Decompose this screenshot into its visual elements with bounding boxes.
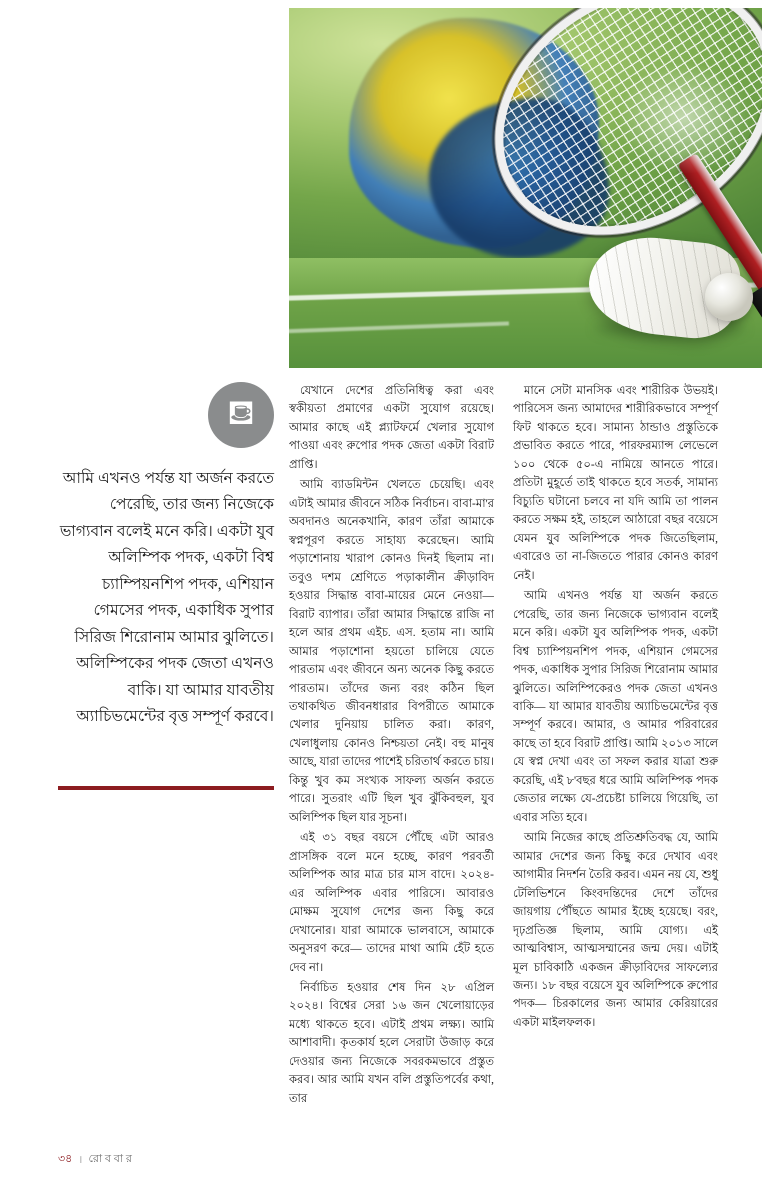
page-footer (58, 1150, 132, 1169)
publication-name: রো ব বা র (88, 1153, 132, 1165)
paragraph: আমি নিজের কাছে প্রতিশ্রুতিবদ্ধ যে, আমি আমার দেশের জন্য কিছু করে দেখাব এবং আগামীর নিদর্শন তৈরি করব। এমন নয় যে, শুধু টেলিভিশনে কিংবদন্তিদের দেশে তাঁদের জায়গায় পৌঁছতে আমার ইচ্ছে হয়েছে। বরং, দৃঢ়প্রতিজ্ঞ ছিলাম, আমি যোগ্য। এই আত্মবিশ্বাস, আত্মসম্মানের জন্ম দেয়। এটাই মূল চাবিকাঠি একজন ক্রীড়াবিদের সাফল্যের জন্য। ১৮ বছর বয়েসে যুব অলিম্পিকে রুপোর পদক— চিরকালের জন্য আমার কেরিয়ারের একটা মাইলফলক। (513, 832, 718, 1029)
body-column-right (513, 382, 718, 1034)
paragraph: এই ৩১ বছর বয়সে পৌঁছে এটা আরও প্রাসঙ্গিক বলে মনে হচ্ছে, কারণ পরবর্তী অলিম্পিক আর মাত্র চার মাস বাদে। ২০২৪-এর অলিম্পিক এবার পারিসে। আবারও মোক্ষম সুযোগ দেশের জন্য কিছু করে দেখানোর। যারা আমাকে ভালবাসে, আমাকে অনুসরণ করে— তাদের মাথা আমি হেঁট হতে দেব না। (289, 832, 494, 974)
paragraph: মানে সেটা মানসিক এবং শারীরিক উভয়ই। পারিসেস জন্য আমাদের শারীরিকভাবে সম্পূর্ণ ফিট থাকতে হবে। সামান্য ঠান্ডাও প্রস্তুতিকে প্রভাবিত করতে পারে, পারফরম্যান্স লেভেলে ১০০ থেকে ৫০-এ নামিয়ে আনতে পারে। প্রতিটা মুহূর্তে তাই থাকতে হবে সতর্ক, সামান্য বিচ্যুতি ঘটানো চলবে না যদি আমি তা পালন করতে সক্ষম হই, তাহলে আঠারো বছর বয়েসে যেমন যুব অলিম্পিকে পদক জিতেছিলাম, এবারেও তা না-জিততে পারার কোনও কারণ নেই। (513, 385, 718, 582)
shuttlecock-cork (705, 273, 753, 321)
logo-glyph: ⛾ (227, 394, 255, 432)
accent-rule-divider (58, 786, 274, 790)
paragraph: আমি এখনও পর্যন্ত যা অর্জন করতে পেরেছি, তার জন্য নিজেকে ভাগ্যবান বলেই মনে করি। একটা যুব অলিম্পিক পদক, একটা বিশ্ব চ্যাম্পিয়নশিপ পদক, এশিয়ান গেমসের পদক, একাধিক সুপার সিরিজ শিরোনাম আমার ঝুলিতে। অলিম্পিকেরও পদক জেতা এখনও বাকি— যা আমার যাবতীয় অ্যাচিভমেন্টের বৃত্ত সম্পূর্ণ করবে। আমার, ও আমার পরিবারের কাছে তা হবে বিরাট প্রাপ্তি। আমি ২০১৩ সালে যে স্বপ্ন দেখা এবং তা সফল করার যাত্রা শুরু করেছি, এই ৮'বছর ধরে আমি অলিম্পিক পদক জেতার লক্ষ্যে যে-প্রচেষ্টা চালিয়ে গিয়েছি, তা এবার সত্যি হবে। (513, 590, 718, 824)
article-hero-photo (289, 8, 762, 368)
pull-quote: আমি এখনও পর্যন্ত যা অর্জন করতে পেরেছি, তার জন্য নিজেকে ভাগ্যবান বলেই মনে করি। একটা যুব অলিম্পিক পদক, একটা বিশ্ব চ্যাম্পিয়নশিপ পদক, এশিয়ান গেমসের পদক, একাধিক সুপার সিরিজ শিরোনাম আমার ঝুলিতে। অলিম্পিকের পদক জেতা এখনও বাকি। যা আমার যাবতীয় অ্যাচিভমেন্টের বৃত্ত সম্পূর্ণ করবে। (59, 470, 274, 726)
magazine-logo-icon (208, 382, 274, 448)
shuttlecock (589, 233, 759, 353)
page-number: ৩৪ (58, 1153, 73, 1165)
paragraph: আমি ব্যাডমিন্টন খেলতে চেয়েছি। এবং এটাই আমার জীবনে সঠিক নির্বাচন। বাবা-মা'র অবদানও অনেকখানি, কারণ তাঁরা আমাকে স্বপ্নপূরণ করতে সাহায্য করেছেন। আমি পড়াশোনায় খারাপ কোনও দিনই ছিলাম না। তবুও দশম শ্রেণিতে পড়াকালীন ক্রীড়াবিদ হওয়ার সিদ্ধান্ত বাবা-মায়ের মেনে নেওয়া— বিরাট ব্যাপার। তাঁরা আমার সিদ্ধান্তে রাজি না হলে আর প্রথম এইচ. এস. হতাম না। আমি আমার পড়াশোনা হয়তো চালিয়ে যেতে পারতাম এবং জীবনে অন্য অনেক কিছু করতে পারতাম। তাঁদের জন্য বরং কঠিন ছিল তথাকথিত জীবনধারার বিপরীতে আমাকে খেলার দুনিয়ায় চালিত করা। কারণ, খেলাধুলায় কোনও নিশ্চয়তা নেই। বহু মানুষ আছে, যারা তাদের পাশেই চরিতার্থ করতে চায়। কিন্তু খুব কম সংখ্যক সাফল্য অর্জন করতে পারে। সুতরাং এটি ছিল খুব ঝুঁকিবহুল, যুব অলিম্পিক ছিল যার সূচনা। (289, 479, 494, 824)
paragraph: নির্বাচিত হওয়ার শেষ দিন ২৮ এপ্রিল ২০২৪। বিশ্বের সেরা ১৬ জন খেলোয়াড়ের মধ্যে থাকতে হবে। এটাই প্রথম লক্ষ্য। আমি আশাবাদী। কৃতকার্য হলে সেরাটা উজাড় করে দেওয়ার জন্য নিজেকে সবরকমভাবে প্রস্তুত করব। আর আমি যখন বলি প্রস্তুতিপর্বের কথা, তার (289, 982, 494, 1105)
paragraph: যেখানে দেশের প্রতিনিধিত্ব করা এবং স্বকীয়তা প্রমাণের একটা সুযোগ রয়েছে। আমার কাছে এই প্ল্যাটফর্মে খেলার সুযোগ পাওয়া এবং রুপোর পদক জেতা একটা বিরাট প্রাপ্তি। (289, 385, 494, 471)
footer-separator: । (78, 1154, 83, 1166)
body-column-middle (289, 382, 494, 1110)
